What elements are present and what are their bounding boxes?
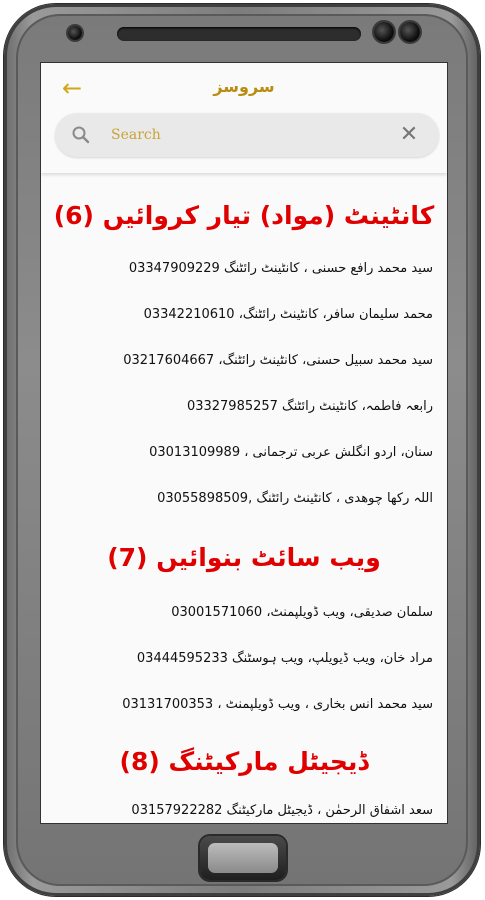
camera-icon xyxy=(400,22,420,42)
list-item: سید محمد سبیل حسنی، کانٹینٹ رائٹنگ، 03217604667 xyxy=(123,353,433,368)
list-item: سید محمد رافع حسنی ، کانٹینٹ رائٹنگ 03347909229 xyxy=(128,261,433,276)
services-list xyxy=(41,175,447,823)
page-title: سروسز xyxy=(213,77,275,96)
list-item: سعد اشفاق الرحمٰن ، ڈیجیٹل مارکیٹنگ 03157922282 xyxy=(131,803,433,818)
list-item: رابعہ فاطمہ، کانٹینٹ رائٹنگ 03327985257 xyxy=(186,399,433,414)
list-item: اللہ رکھا چوھدی ، کانٹینٹ رائٹنگ ,03055898509 xyxy=(157,491,433,506)
list-item: محمد سلیمان سافر، کانٹینٹ رائٹنگ، 03342210610 xyxy=(143,307,433,322)
close-icon[interactable]: ✕ xyxy=(399,122,419,147)
arrow-left-icon[interactable]: ← xyxy=(61,74,83,102)
list-item: مراد خان، ویب ڈیویلپ، ویب ہوسٹنگ 03444595233 xyxy=(136,651,433,666)
earpiece-speaker xyxy=(117,27,361,41)
section-heading: (6) کانٹینٹ (مواد) تیار کروائیں xyxy=(53,201,435,230)
search-input[interactable] xyxy=(109,121,383,149)
app-screen xyxy=(40,62,448,824)
front-camera-icon xyxy=(68,26,82,40)
list-item: سنان، اردو انگلش عربی ترجمانی ، 03013109989 xyxy=(149,445,433,460)
list-item: سلمان صدیقی، ویب ڈویلپمنٹ، 03001571060 xyxy=(171,605,433,620)
app-bar xyxy=(41,63,447,173)
search-bar[interactable] xyxy=(55,113,439,157)
list-item: سید محمد انس بخاری ، ویب ڈویلپمنٹ ، 03131700353 xyxy=(122,697,433,712)
search-icon xyxy=(71,125,91,145)
section-heading: (7) ویب سائٹ بنوائیں xyxy=(107,543,381,572)
sensor-icon xyxy=(374,22,394,42)
home-button[interactable] xyxy=(200,836,286,880)
section-heading: (8) ڈیجیٹل مارکیٹنگ xyxy=(119,747,369,776)
